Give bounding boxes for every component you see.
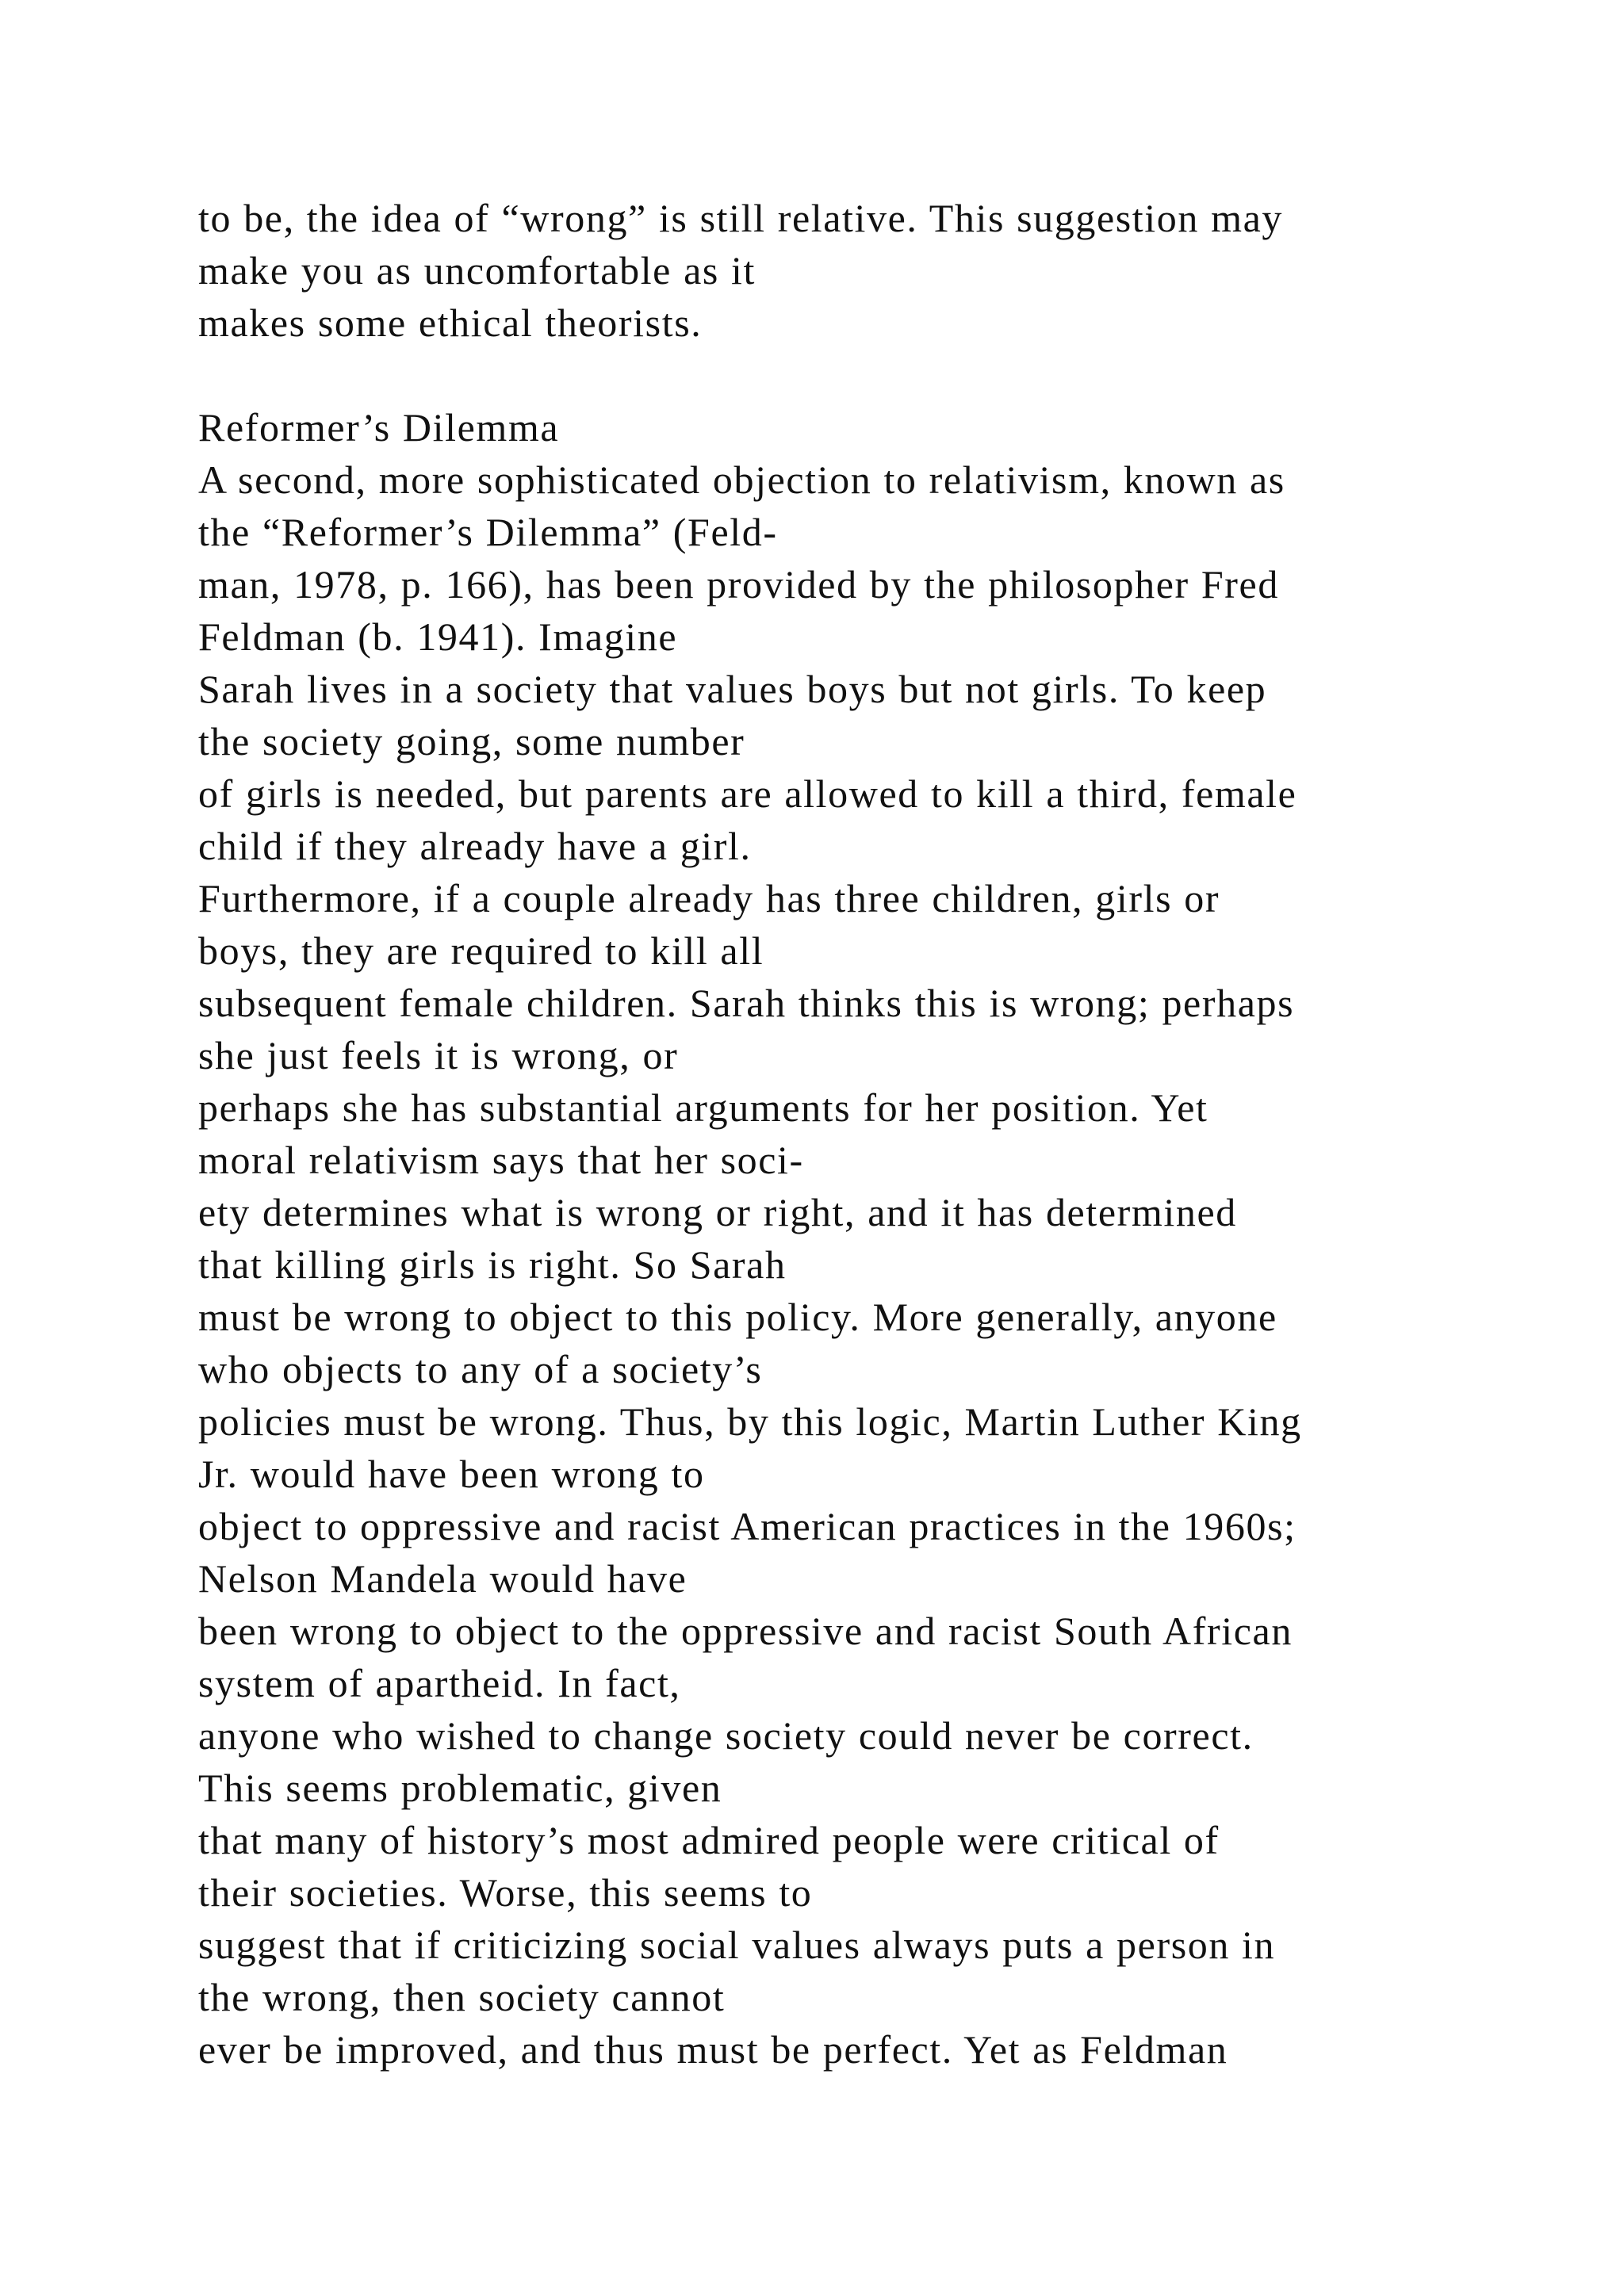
text-line: policies must be wrong. Thus, by this logic, Martin Luther King [198,1399,1302,1444]
text-line: that killing girls is right. So Sarah [198,1242,787,1287]
text-line: of girls is needed, but parents are allowed to kill a third, female [198,771,1297,816]
text-line: she just feels it is wrong, or [198,1033,679,1077]
text-line: who objects to any of a society’s [198,1347,763,1391]
text-line: boys, they are required to kill all [198,928,764,973]
paragraph-spacer [198,349,1499,401]
text-line: This seems problematic, given [198,1766,722,1810]
text-line: system of apartheid. In fact, [198,1661,681,1705]
text-line: ever be improved, and thus must be perfect. Yet as Feldman [198,2027,1228,2072]
text-line: to be, the idea of “wrong” is still relative. This suggestion may [198,196,1283,240]
text-line: anyone who wished to change society could never be correct. [198,1713,1254,1758]
text-line: been wrong to object to the oppressive and racist South African [198,1609,1293,1653]
text-line: make you as uncomfortable as it [198,248,756,293]
text-line: the society going, some number [198,719,745,763]
text-line: A second, more sophisticated objection to relativism, known as [198,457,1285,502]
text-line: makes some ethical theorists. [198,300,703,345]
text-line: perhaps she has substantial arguments for her position. Yet [198,1085,1208,1130]
text-line: subsequent female children. Sarah thinks this is wrong; perhaps [198,981,1295,1025]
text-line: ety determines what is wrong or right, and it has determined [198,1190,1237,1234]
text-line: the “Reformer’s Dilemma” (Feld- [198,510,778,554]
document-text [198,192,1499,2076]
text-line: object to oppressive and racist American practices in the 1960s; [198,1504,1297,1548]
text-line: the wrong, then society cannot [198,1975,726,2019]
text-line: child if they already have a girl. [198,824,752,868]
text-line: Furthermore, if a couple already has three children, girls or [198,876,1220,920]
text-line: suggest that if criticizing social values always puts a person in [198,1923,1276,1967]
text-line: must be wrong to object to this policy. More generally, anyone [198,1295,1277,1339]
section-heading: Reformer’s Dilemma [198,405,560,450]
text-line: moral relativism says that her soci- [198,1138,804,1182]
text-line: Sarah lives in a society that values boys but not girls. To keep [198,667,1267,711]
text-line: their societies. Worse, this seems to [198,1870,813,1915]
text-line: man, 1978, p. 166), has been provided by the philosopher Fred [198,562,1279,607]
text-line: that many of history’s most admired people were critical of [198,1818,1220,1862]
text-line: Nelson Mandela would have [198,1556,688,1601]
text-line: Feldman (b. 1941). Imagine [198,614,678,659]
text-line: Jr. would have been wrong to [198,1452,705,1496]
